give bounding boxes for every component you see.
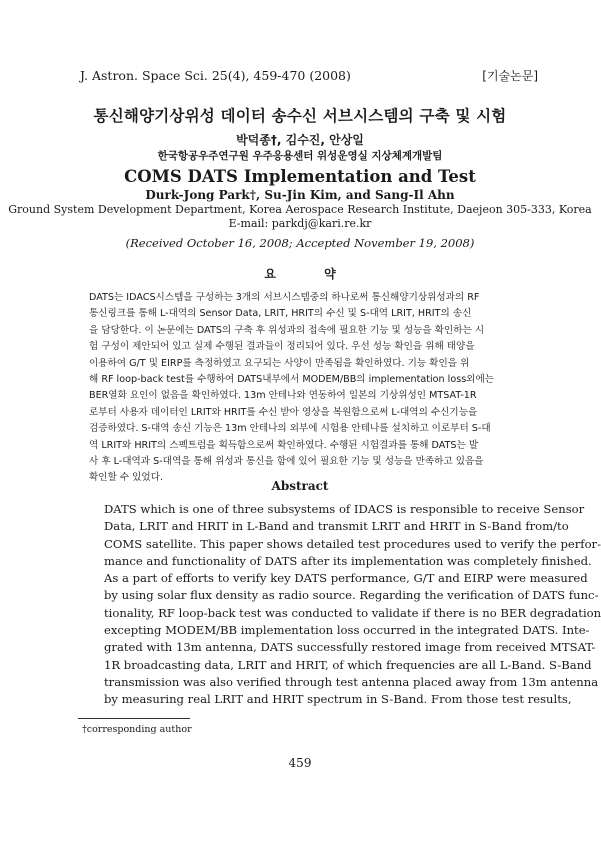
english-authors: Durk-Jong Park†, Su-Jin Kim, and Sang-Il Ahn xyxy=(145,188,455,202)
footnote: †corresponding author xyxy=(82,724,192,735)
korean-abstract-line: 통신링크를 통해 L-대역의 Sensor Data, LRIT, HRIT의 수신 및 S-대역 LRIT, HRIT의 송신 xyxy=(89,308,472,320)
korean-abstract xyxy=(89,290,503,487)
abstract-line: COMS satellite. This paper shows detailed test procedures used to verify the perfor- xyxy=(104,536,601,551)
abstract-line: DATS which is one of three subsystems of IDACS is responsible to receive Sensor xyxy=(104,502,585,516)
korean-abstract-line: 역 LRIT와 HRIT의 스펙트럼을 획득함으로써 확인하였다. 수행된 시험결과를 통해 DATS는 발 xyxy=(89,439,479,451)
korean-abstract-line: 검증하였다. S-대역 송신 기능은 13m 안테나의 외부에 시험용 안테나를 설치하고 이로부터 S-대 xyxy=(89,423,491,435)
korean-abstract-line: 이용하여 G/T 및 EIRP를 측정하였고 요구되는 사양이 만족됨을 확인하였다. 기능 확인을 위 xyxy=(89,357,470,369)
abstract-line: transmission was also verified through test antenna placed away from 13m antenna xyxy=(104,674,599,689)
abstract-line: grated with 13m antenna, DATS successfully restored image from received MTSAT- xyxy=(104,640,596,655)
korean-abstract-line: 해 RF loop-back test를 수행하여 DATS내부에서 MODEM/BB의 implementation loss외에는 xyxy=(89,373,494,385)
abstract-heading: Abstract xyxy=(271,479,329,493)
page-number: 459 xyxy=(288,756,312,770)
korean-abstract-line: BER열화 요인이 없음을 확인하였다. 13m 안테나와 연동하여 일본의 기상위성인 MTSAT-1R xyxy=(89,390,477,402)
korean-abstract-line: 로부터 사용자 데이터인 LRIT와 HRIT를 수신 받아 영상을 복원함으로써 L-대역의 수신기능을 xyxy=(89,406,478,418)
english-affiliation: Ground System Development Department, Korea Aerospace Research Institute, Daejeon 305-333, Korea xyxy=(8,203,592,216)
footnote-divider xyxy=(78,718,190,719)
korean-affiliation: 한국항공우주연구원 우주응용센터 위성운영실 지상체계개발팀 xyxy=(157,150,443,162)
abstract-line: tionality, RF loop-back test was conducted to validate if there is no BER degradation xyxy=(104,605,601,620)
abstract-line: mance and functionality of DATS after its implementation was completely finished. xyxy=(104,553,592,568)
korean-abstract-line: 험 구성이 제안되어 있고 실제 수행된 결과들이 정리되어 있다. 우선 성능 확인을 위해 태양을 xyxy=(89,341,475,353)
english-abstract xyxy=(104,501,601,709)
abstract-line: by using solar flux density as radio source. Regarding the verification of DATS func- xyxy=(104,588,599,603)
abstract-line: 1R broadcasting data, LRIT and HRIT, of which frequencies are all L-Band. S-Band xyxy=(104,657,592,672)
journal-citation: J. Astron. Space Sci. 25(4), 459-470 (2008) xyxy=(80,68,351,83)
author-email: E-mail: parkdj@kari.re.kr xyxy=(228,217,372,230)
korean-abstract-line: 확인할 수 있었다. xyxy=(89,472,164,484)
korean-title: 통신해양기상위성 데이터 송수신 서브시스템의 구축 및 시험 xyxy=(93,107,507,125)
abstract-line: As a part of efforts to verify key DATS performance, G/T and EIRP were measured xyxy=(104,571,588,586)
abstract-line: excepting MODEM/BB implementation loss occurred in the integrated DATS. Inte- xyxy=(104,623,590,638)
english-title: COMS DATS Implementation and Test xyxy=(124,167,476,186)
article-type-tag: [기술논문] xyxy=(482,69,538,83)
korean-authors: 박덕종†, 김수진, 안상일 xyxy=(236,133,364,147)
abstract-line: Data, LRIT and HRIT in L-Band and transmit LRIT and HRIT in S-Band from/to xyxy=(104,519,569,534)
korean-abstract-line: 을 담당한다. 이 논문에는 DATS의 구축 후 위성과의 접속에 필요한 기능 및 성능을 확인하는 시 xyxy=(89,324,485,336)
korean-abstract-line: 사 후 L-대역과 S-대역을 통해 위성과 통신을 함에 있어 필요한 기능 및 성능을 만족하고 있음을 xyxy=(89,455,484,467)
received-dates: (Received October 16, 2008; Accepted November 19, 2008) xyxy=(125,236,475,250)
abstract-line: by measuring real LRIT and HRIT spectrum in S-Band. From those test results, xyxy=(104,692,572,707)
korean-abstract-heading: 요 약 xyxy=(264,267,358,281)
korean-abstract-line: DATS는 IDACS시스템을 구성하는 3개의 서브시스템중의 하나로써 통신해양기상위성과의 RF xyxy=(89,292,480,303)
